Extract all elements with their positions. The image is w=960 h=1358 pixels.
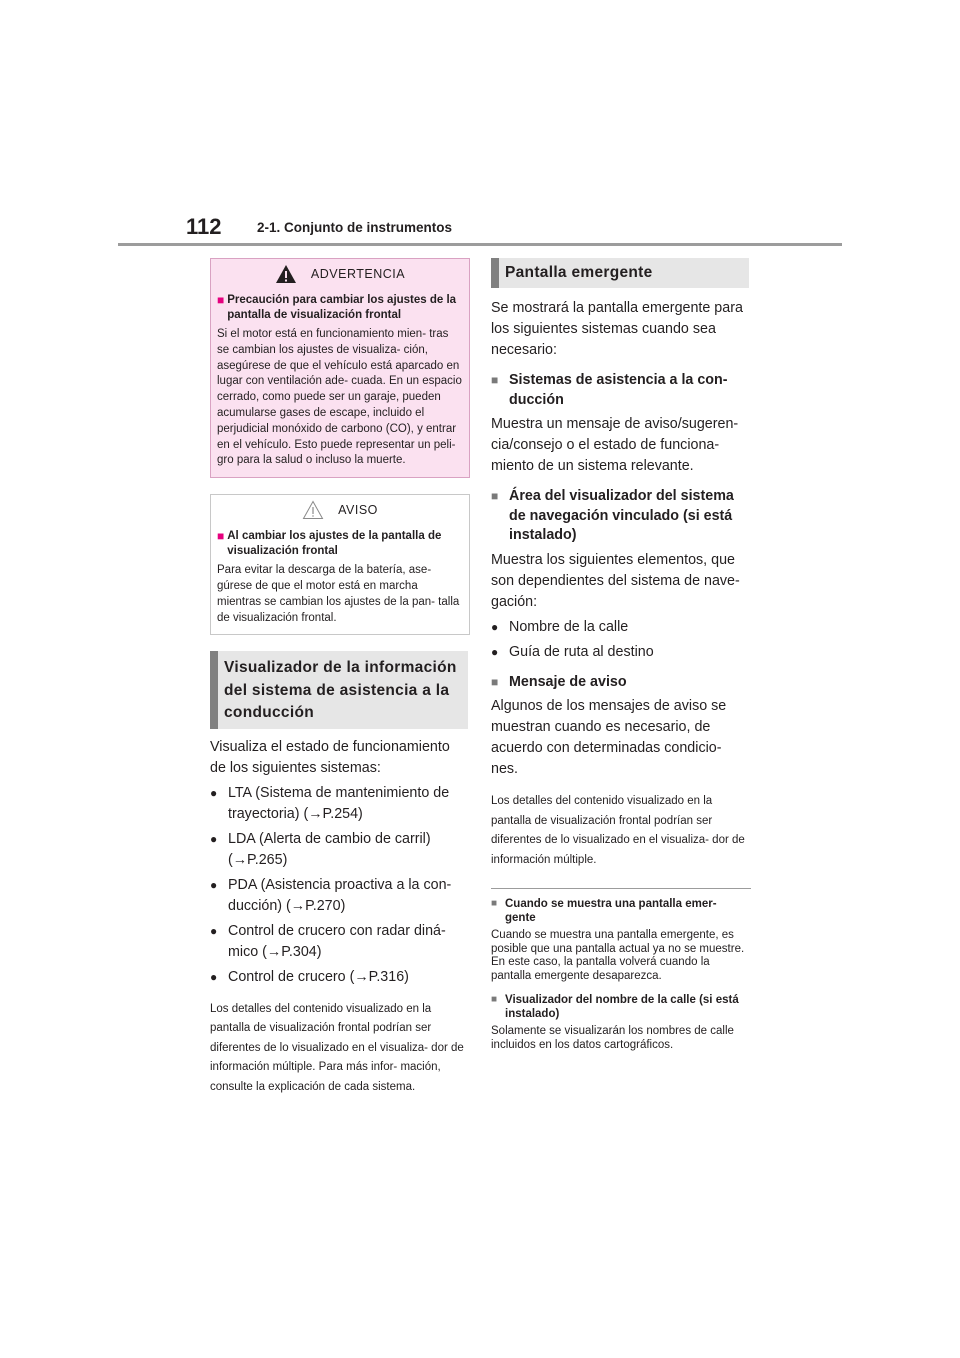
info-text: Solamente se visualizarán los nombres de calle incluidos en los datos cartográficos. <box>491 1025 734 1051</box>
square-bullet-icon: ■ <box>491 373 499 387</box>
driving-assist-note: Los detalles del contenido visualizado en la pantalla de visualización frontal podrían ser diferentes de lo visualizado en el visualiza- dor de información múltiple. Para más infor- mación, consulte la explicación de cada sistema. <box>210 1002 464 1093</box>
list-item: ● PDA (Asistencia proactiva a la con- ducción) (→P.270) <box>210 875 468 917</box>
subsection-heading: ■ Área del visualizador del sistema de navegación vinculado (si está instalado) <box>491 487 749 546</box>
popup-title: Pantalla emergente <box>491 258 749 288</box>
subsection-text: Muestra un mensaje de aviso/sugeren- cia/consejo o el estado de funciona- miento de un sistema relevante. <box>491 416 739 474</box>
subsection-heading: ■ Sistemas de asistencia a la con- ducción <box>491 371 749 410</box>
notice-box <box>210 494 470 635</box>
navigation-list <box>491 617 749 663</box>
warning-heading: ■ Precaución para cambiar los ajustes de la pantalla de visualización frontal <box>217 293 457 321</box>
driving-assist-intro: Visualiza el estado de funcionamiento de los siguientes sistemas: <box>210 738 450 776</box>
popup-note: Los detalles del contenido visualizado en la pantalla de visualización frontal podrían ser diferentes de lo visualizado en el visualiza- dor de información múltiple. <box>491 795 745 866</box>
square-bullet-icon: ■ <box>491 898 498 909</box>
notice-header <box>217 495 463 525</box>
bullet-dot-icon: ● <box>491 619 499 634</box>
notice-label: AVISO <box>338 503 378 518</box>
list-item: ● LTA (Sistema de mantenimiento de trayectoria) (→P.254) <box>210 783 468 825</box>
list-item: ● Control de crucero (→P.316) <box>210 967 468 988</box>
list-item: ● Control de crucero con radar diná- mico (→P.304) <box>210 921 468 963</box>
page-number: 112 <box>186 214 222 239</box>
section-title: 2-1. Conjunto de instrumentos <box>257 220 453 235</box>
info-divider <box>491 888 751 889</box>
driving-assist-title: Visualizador de la información del sistema de asistencia a la conducción <box>210 651 468 729</box>
bullet-dot-icon: ● <box>210 969 218 984</box>
warning-label: ADVERTENCIA <box>310 267 406 281</box>
square-bullet-icon: ■ <box>491 489 499 503</box>
right-column <box>491 258 749 1052</box>
square-bullet-icon: ■ <box>491 994 498 1005</box>
list-item: ● LDA (Alerta de cambio de carril) (→P.265) <box>210 829 468 871</box>
bullet-dot-icon: ● <box>210 831 218 846</box>
bullet-dot-icon: ● <box>210 785 218 800</box>
info-heading: ■ Cuando se muestra una pantalla emer- gente <box>491 898 717 924</box>
list-item: ● Nombre de la calle <box>491 617 749 638</box>
popup-intro: Se mostrará la pantalla emergente para los siguientes sistemas cuando sea necesario: <box>491 300 743 358</box>
bullet-dot-icon: ● <box>210 923 218 938</box>
subsection-text: Algunos de los mensajes de aviso se muestran cuando es necesario, de acuerdo con determinadas condicio- nes. <box>491 698 727 777</box>
subsection-text: Muestra los siguientes elementos, que son dependientes del sistema de nave- gación: <box>491 551 740 610</box>
notice-triangle-icon <box>302 500 324 520</box>
warning-box <box>210 258 470 478</box>
square-bullet-icon: ■ <box>217 293 225 307</box>
square-bullet-icon: ■ <box>491 674 499 689</box>
notice-text: Para evitar la descarga de la batería, ase- gúrese de que el motor está en marcha mientras se cambian los ajustes de la pan- talla de visualización frontal. <box>217 564 460 624</box>
warning-triangle-icon <box>275 264 297 284</box>
subsection-heading: ■ Mensaje de aviso <box>491 673 749 693</box>
bullet-dot-icon: ● <box>491 644 499 659</box>
square-bullet-icon: ■ <box>217 529 225 544</box>
info-text: Cuando se muestra una pantalla emergente, es posible que una pantalla actual ya no se muestre. En este caso, la pantalla volverá cuando la pantalla emergente desaparezca. <box>491 929 745 982</box>
list-item: ● Guía de ruta al destino <box>491 642 749 663</box>
notice-heading: ■ Al cambiar los ajustes de la pantalla de visualización frontal <box>217 529 442 558</box>
left-column <box>210 258 468 1097</box>
header-divider <box>118 243 842 246</box>
info-heading: ■ Visualizador del nombre de la calle (si está instalado) <box>491 994 739 1020</box>
driving-assist-list <box>210 783 468 988</box>
warning-text: Si el motor está en funcionamiento mien- tras se cambian los ajustes de visualiza- ción, asegúrese de que el vehículo está aparcado en lugar con ventilación ade- cuada. En un espacio cerrado, como puede ser un garaje, pueden acumularse gases de escape, incluido el perjudicial monóxido de carbono (CO), y entrar en el vehículo. Esto puede representar un peli- gro para la salud o incluso la muerte. <box>217 328 462 467</box>
warning-header <box>217 259 463 289</box>
bullet-dot-icon: ● <box>210 877 218 892</box>
